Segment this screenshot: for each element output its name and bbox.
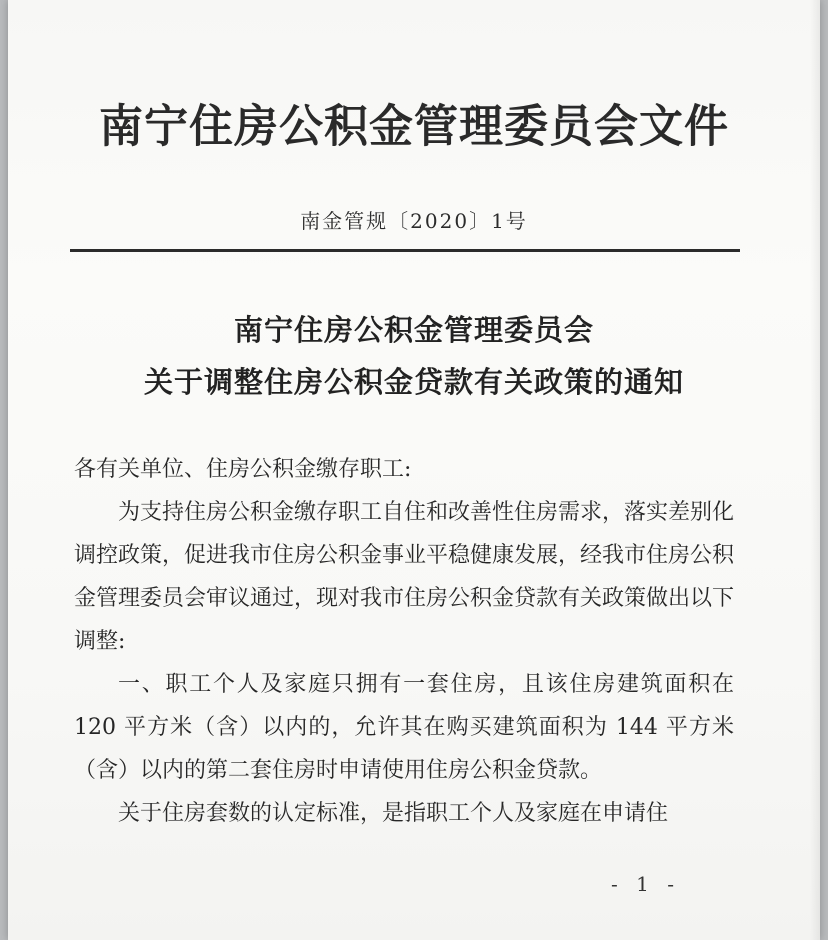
header-divider — [70, 249, 740, 252]
paragraph-intro: 为支持住房公积金缴存职工自住和改善性住房需求，落实差别化调控政策，促进我市住房公积金事业平稳健康发展，经我市住房公积金管理委员会审议通过，现对我市住房公积金贷款有关政策做出以下调整: — [74, 500, 735, 654]
document-body — [74, 448, 734, 835]
paragraph-item-one: 一、职工个人及家庭只拥有一套住房，且该住房建筑面积在 120 平方米（含）以内的，允许其在购买建筑面积为 144 平方米（含）以内的第二套住房时申请使用住房公积金贷款。 — [74, 672, 734, 783]
document-number: 南金管规〔2020〕1号 — [300, 209, 528, 233]
notice-title-line2: 关于调整住房公积金贷款有关政策的通知 — [143, 365, 684, 399]
notice-title-line1: 南宁住房公积金管理委员会 — [233, 313, 594, 347]
salutation: 各有关单位、住房公积金缴存职工: — [74, 457, 412, 482]
paper-edge-shadow — [810, 0, 820, 940]
document-page — [8, 0, 820, 940]
page-number: - 1 - — [611, 872, 680, 896]
paragraph-housing-count: 关于住房套数的认定标准，是指职工个人及家庭在申请住 — [118, 801, 669, 826]
document-header-title: 南宁住房公积金管理委员会文件 — [99, 100, 729, 153]
